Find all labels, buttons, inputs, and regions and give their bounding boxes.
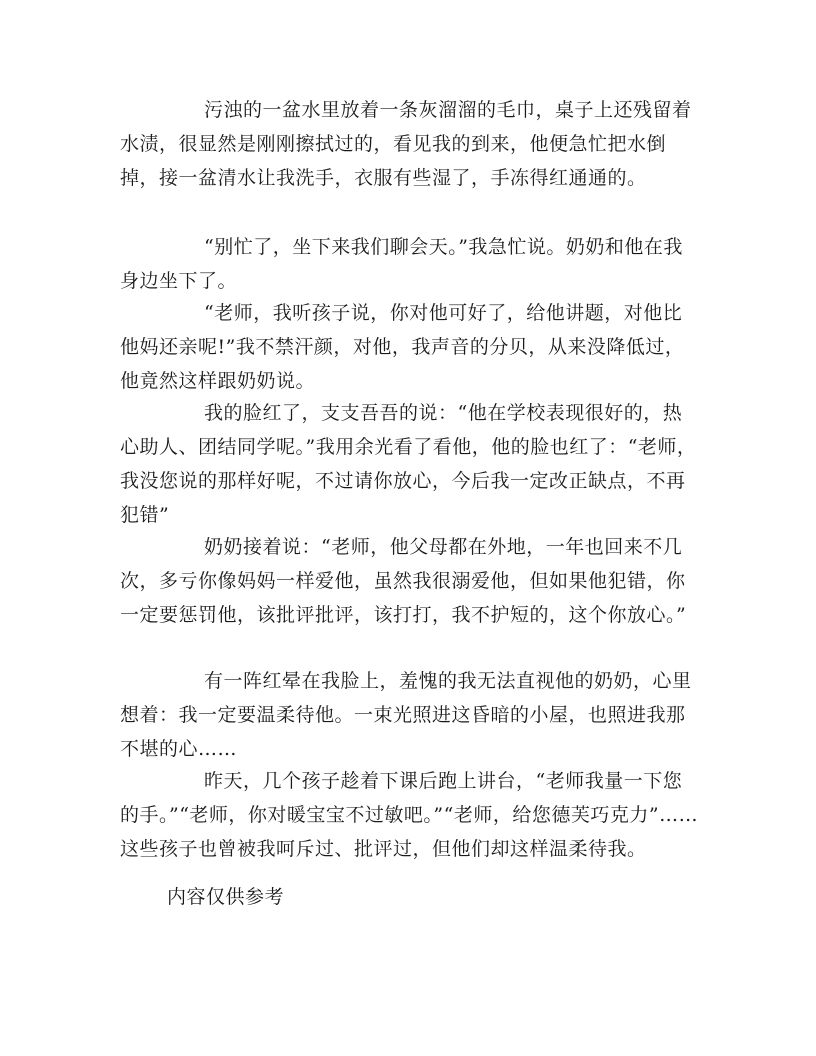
paragraph-3: “老师，我听孩子说，你对他可好了，给他讲题，对他比他妈还亲呢!”我不禁汗颜，对他，我声音的分贝，从来没降低过，他竟然这样跟奶奶说。 <box>120 302 685 392</box>
paragraph-2: “别忙了，坐下来我们聊会天。”我急忙说。奶奶和他在我身边坐下了。 <box>120 236 683 292</box>
paragraph-7: 昨天，几个孩子趁着下课后跑上讲台，“老师我量一下您的手。”“老师，你对暖宝宝不过敏吧。”“老师，给您德芙巧克力”……这些孩子也曾被我呵斥过、批评过，但他们却这样温柔待我。 <box>120 770 699 860</box>
footer-note: 内容仅供参考 <box>167 886 285 908</box>
paragraph-5: 奶奶接着说：“老师，他父母都在外地，一年也回来不几次，多亏你像妈妈一样爱他，虽然我很溺爱他，但如果他犯错，你一定要惩罚他，该批评批评，该打打，我不护短的，这个你放心。” <box>120 536 687 626</box>
paragraph-6: 有一阵红晕在我脸上，羞愧的我无法直视他的奶奶，心里想着：我一定要温柔待他。一束光照进这昏暗的小屋，也照进我那不堪的心…… <box>120 670 692 760</box>
paragraph-1: 污浊的一盆水里放着一条灰溜溜的毛巾，桌子上还残留着水渍，很显然是刚刚擦拭过的，看见我的到来，他便急忙把水倒掉，接一盆清水让我洗手，衣服有些湿了，手冻得红通通的。 <box>120 99 692 189</box>
paragraph-4: 我的脸红了，支支吾吾的说：“他在学校表现很好的，热心助人、团结同学呢。”我用余光看了看他，他的脸也红了：“老师，我没您说的那样好呢，不过请你放心，今后我一定改正缺点，不再犯错” <box>120 402 697 526</box>
